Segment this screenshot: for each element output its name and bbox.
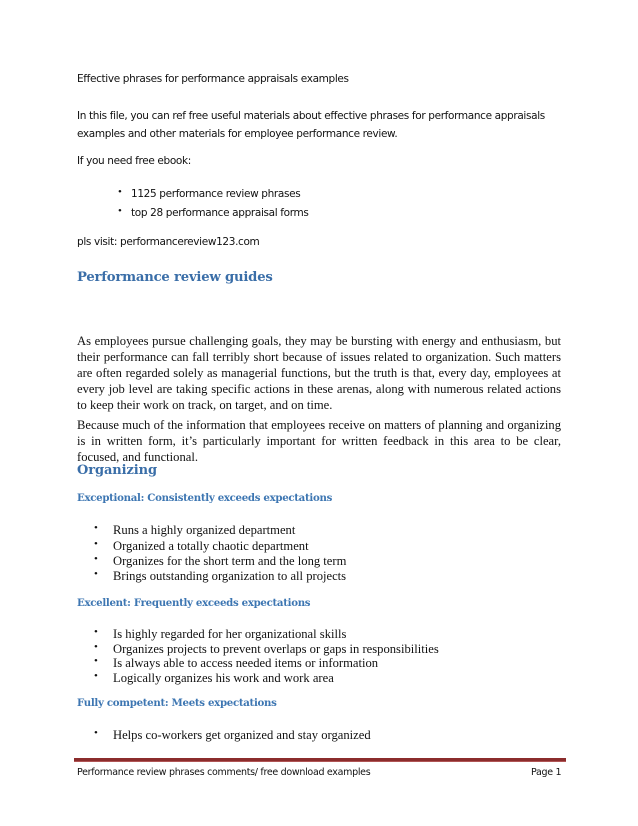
bullet-icon: • bbox=[118, 186, 122, 198]
bullet-icon: • bbox=[94, 553, 98, 565]
paragraph-2: Because much of the information that employees receive on matters of planning and organizing is in written form, it’s particularly important for written feedback in this area to be clear, focused, and functional. bbox=[77, 417, 561, 464]
bullet-icon: • bbox=[94, 641, 98, 653]
organizing-heading: Organizing bbox=[77, 463, 157, 478]
bullet-icon: • bbox=[94, 522, 98, 534]
paragraph-1: As employees pursue challenging goals, they may be bursting with energy and enthusiasm, but their performance can fall terribly short because of issues related to organization. Such matters are often regarded solely as managerial functions, but the truth is that, every day, employees at every job level are taking specific actions in these arenas, along with numerous related actions to keep their work on track, on target, and on time. bbox=[77, 333, 561, 412]
document-title: Effective phrases for performance appraisals examples bbox=[77, 73, 349, 85]
visit-link[interactable]: pls visit: performancereview123.com bbox=[77, 236, 260, 248]
ebook-prompt: If you need free ebook: bbox=[77, 155, 191, 167]
bullet-icon: • bbox=[94, 626, 98, 638]
footer-rule-thin bbox=[74, 761, 566, 762]
excellent-label: Excellent: Frequently exceeds expectations bbox=[77, 597, 311, 609]
list-item: Runs a highly organized department bbox=[113, 523, 296, 537]
list-item: Organized a totally chaotic department bbox=[113, 539, 309, 553]
bullet-icon: • bbox=[94, 655, 98, 667]
list-item: Organizes projects to prevent overlaps or gaps in responsibilities bbox=[113, 642, 439, 656]
list-item: Organizes for the short term and the long term bbox=[113, 554, 347, 568]
ebook-item-2: top 28 performance appraisal forms bbox=[131, 207, 309, 219]
list-item: Helps co-workers get organized and stay organized bbox=[113, 728, 371, 742]
section-heading: Performance review guides bbox=[77, 270, 273, 285]
bullet-icon: • bbox=[94, 568, 98, 580]
bullet-icon: • bbox=[94, 538, 98, 550]
page-number: Page 1 bbox=[531, 767, 562, 778]
exceptional-label: Exceptional: Consistently exceeds expectations bbox=[77, 492, 333, 504]
bullet-icon: • bbox=[94, 727, 98, 739]
footer-text: Performance review phrases comments/ free download examples bbox=[77, 767, 371, 778]
list-item: Brings outstanding organization to all projects bbox=[113, 569, 347, 583]
ebook-item-1: 1125 performance review phrases bbox=[131, 188, 301, 200]
bullet-icon: • bbox=[94, 670, 98, 682]
list-item: Is always able to access needed items or information bbox=[113, 656, 379, 670]
competent-label: Fully competent: Meets expectations bbox=[77, 697, 277, 709]
list-item: Logically organizes his work and work area bbox=[113, 671, 334, 685]
intro-line-2: examples and other materials for employee performance review. bbox=[77, 128, 398, 140]
bullet-icon: • bbox=[118, 205, 122, 217]
intro-line-1: In this file, you can ref free useful materials about effective phrases for performance appraisals bbox=[77, 110, 545, 122]
list-item: Is highly regarded for her organizational skills bbox=[113, 627, 347, 641]
